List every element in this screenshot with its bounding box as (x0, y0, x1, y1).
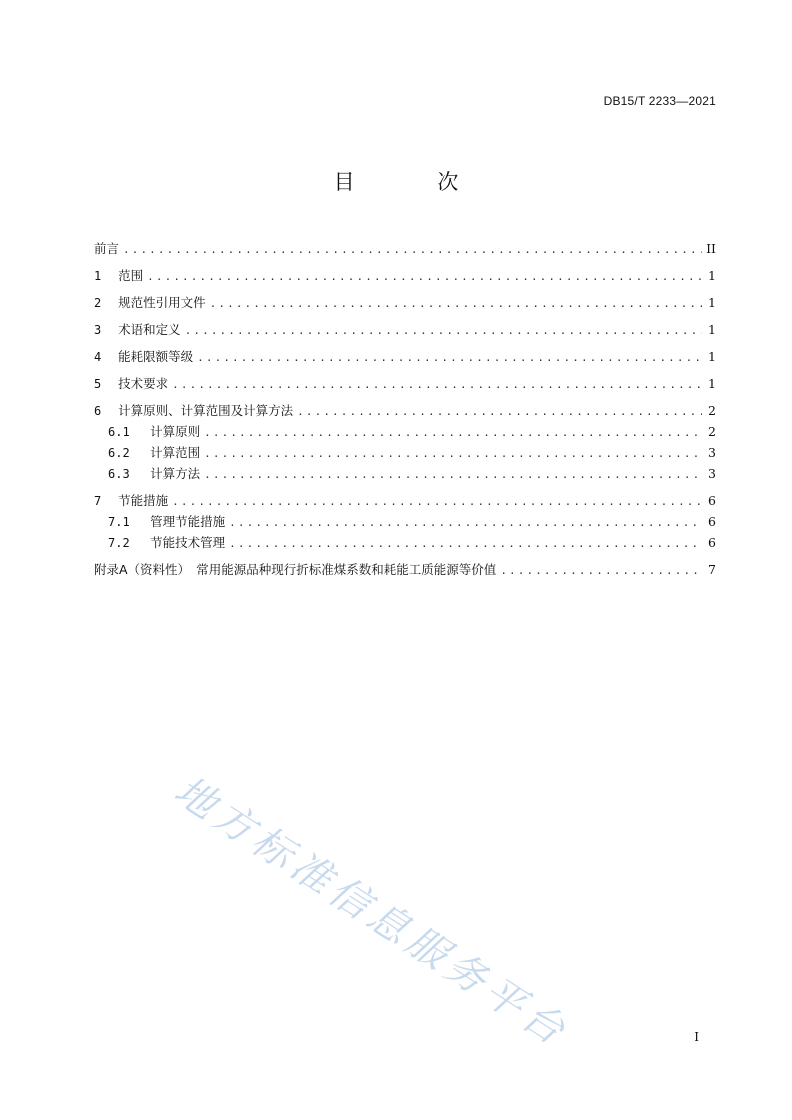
toc-entry-number: 6.1 (108, 425, 130, 439)
toc-entry-label: 计算原则 (150, 424, 201, 439)
toc-entry-number: 3 (94, 323, 102, 337)
toc-leader-dots (172, 374, 702, 395)
toc-page-number: 1 (708, 322, 716, 337)
toc-page-number: 6 (708, 514, 716, 529)
toc-entry-appendix-a[interactable] (94, 559, 716, 580)
toc-entry-label: 规范性引用文件 (118, 295, 206, 310)
toc-entry-management-measures[interactable] (94, 511, 716, 532)
toc-leader-dots (197, 347, 702, 368)
toc-entry-label: 术语和定义 (118, 322, 181, 337)
toc-leader-dots (147, 266, 702, 287)
toc-leader-dots (500, 560, 702, 581)
toc-entry-label: 技术要求 (118, 376, 169, 391)
toc-entry-calculation-scope[interactable] (94, 442, 716, 463)
toc-entry-number: 4 (94, 350, 102, 364)
toc-entry-label: 节能措施 (118, 493, 169, 508)
toc-entry-number: 5 (94, 377, 102, 391)
toc-entry-calculation-methods[interactable] (94, 463, 716, 484)
toc-entry-number: 6.2 (108, 446, 130, 460)
toc-entry-label: 能耗限额等级 (118, 349, 194, 364)
toc-entry-number: 7.1 (108, 515, 130, 529)
toc-entry-label: 附录A（资料性） 常用能源品种现行折标准煤系数和耗能工质能源等价值 (94, 562, 497, 577)
toc-page-number: 7 (708, 562, 716, 577)
document-code: DB15/T 2233—2021 (603, 94, 716, 108)
toc-entry-foreword[interactable] (94, 238, 716, 259)
toc-entry-calculation-principles[interactable] (94, 421, 716, 442)
table-of-contents (94, 238, 716, 580)
toc-entry-number: 2 (94, 296, 102, 310)
page-number: I (694, 1030, 699, 1044)
toc-page-number: 1 (708, 268, 716, 283)
toc-page-number: 3 (708, 466, 716, 481)
toc-entry-number: 7 (94, 494, 102, 508)
toc-entry-energy-limit-grades[interactable] (94, 346, 716, 367)
toc-entry-energy-saving-measures[interactable] (94, 490, 716, 511)
toc-page-number: 2 (708, 424, 716, 439)
toc-leader-dots (204, 443, 702, 464)
toc-page-number: 1 (708, 349, 716, 364)
toc-leader-dots (210, 293, 702, 314)
toc-leader-dots (123, 239, 702, 260)
toc-page-number: 6 (708, 535, 716, 550)
toc-entry-label: 节能技术管理 (150, 535, 226, 550)
toc-leader-dots (297, 401, 702, 422)
toc-leader-dots (204, 464, 702, 485)
toc-leader-dots (229, 533, 702, 554)
toc-leader-dots (204, 422, 702, 443)
toc-entry-technical-requirements[interactable] (94, 373, 716, 394)
toc-title: 目 次 (333, 170, 497, 194)
toc-entry-number: 6.3 (108, 467, 130, 481)
toc-entry-number: 7.2 (108, 536, 130, 550)
toc-entry-terms-definitions[interactable] (94, 319, 716, 340)
toc-entry-label: 计算方法 (150, 466, 201, 481)
toc-entry-label: 范围 (118, 268, 144, 283)
watermark: 地方标准信息服务平台 (166, 767, 577, 1057)
toc-leader-dots (185, 320, 702, 341)
toc-page-number: 1 (708, 295, 716, 310)
toc-page-number: 6 (708, 493, 716, 508)
toc-leader-dots (172, 491, 702, 512)
toc-page-number: II (706, 241, 716, 256)
toc-entry-label: 前言 (94, 241, 120, 256)
toc-entry-technical-management[interactable] (94, 532, 716, 553)
toc-entry-label: 计算范围 (150, 445, 201, 460)
toc-page-number: 3 (708, 445, 716, 460)
toc-page-number: 1 (708, 376, 716, 391)
toc-page-number: 2 (708, 403, 716, 418)
toc-entry-number: 1 (94, 269, 102, 283)
toc-entry-number: 6 (94, 404, 102, 418)
toc-entry-scope[interactable] (94, 265, 716, 286)
toc-entry-label: 计算原则、计算范围及计算方法 (118, 403, 294, 418)
toc-entry-normative-references[interactable] (94, 292, 716, 313)
toc-entry-label: 管理节能措施 (150, 514, 226, 529)
toc-entry-calculation[interactable] (94, 400, 716, 421)
toc-leader-dots (229, 512, 702, 533)
